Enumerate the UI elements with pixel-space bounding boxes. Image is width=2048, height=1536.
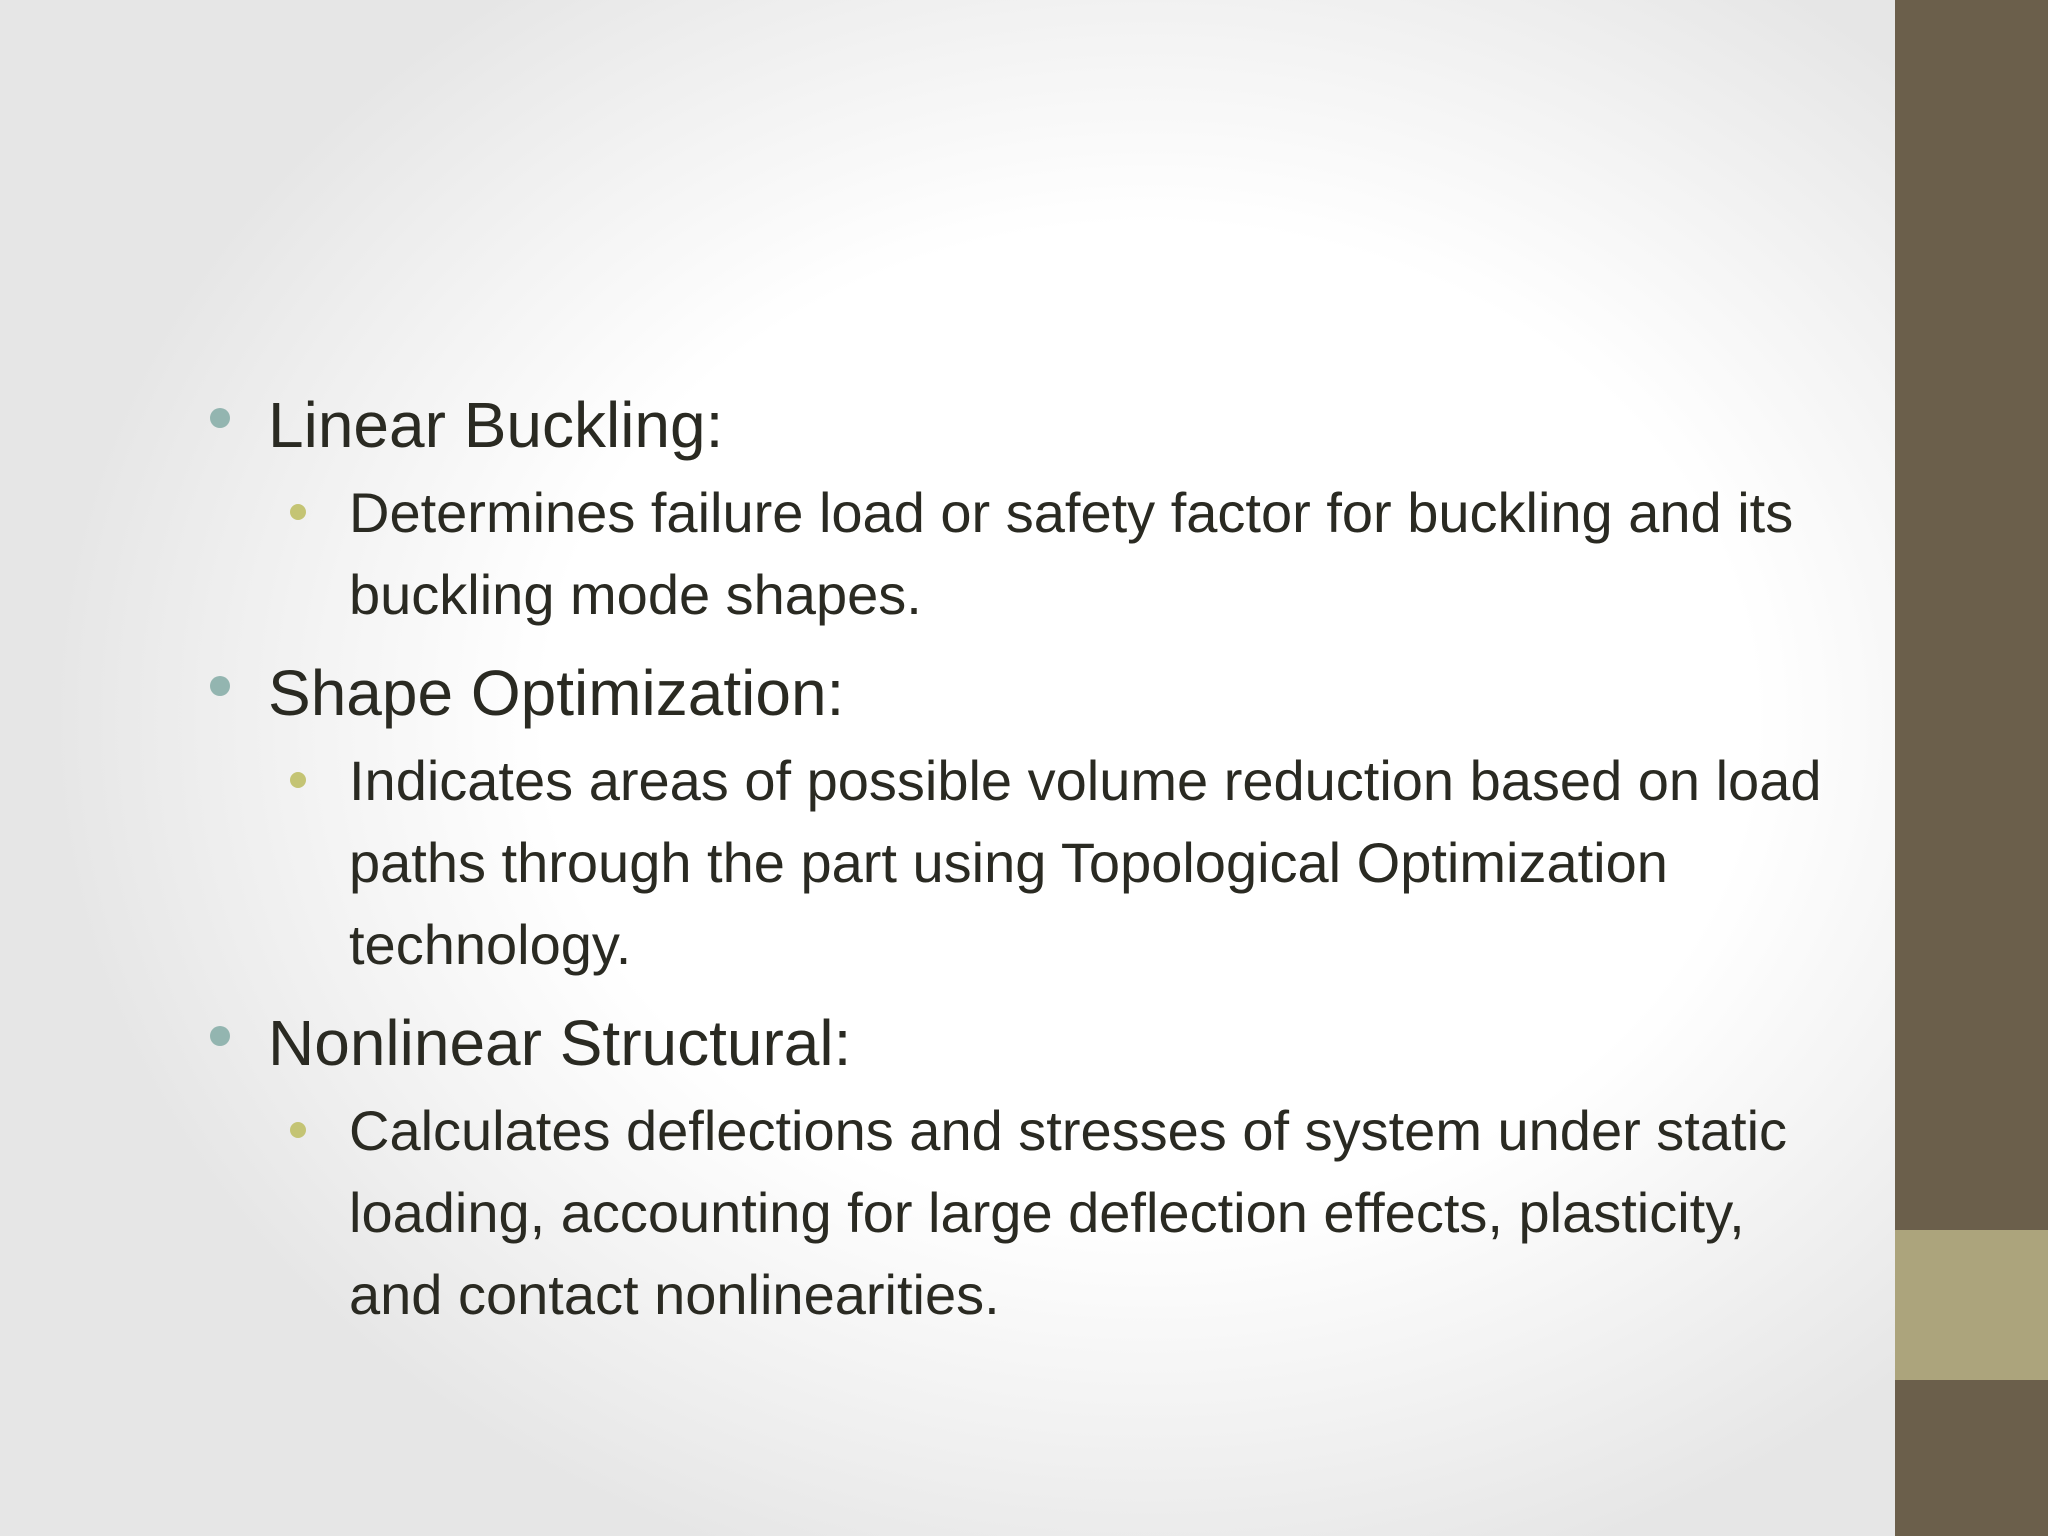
bullet-dot-icon <box>210 676 230 696</box>
heading-text: Linear Buckling: <box>268 389 724 461</box>
sub-bullet-dot-icon <box>290 772 306 788</box>
sub-bullet-dot-icon <box>290 1122 306 1138</box>
bullet-detail-linear-buckling <box>290 472 1850 636</box>
detail-text: Indicates areas of possible volume reduction based on load paths through the part using Topological Optimization technology. <box>349 749 1822 976</box>
bullet-dot-icon <box>210 408 230 428</box>
bullet-heading-shape-optimization <box>210 646 1850 740</box>
bullet-dot-icon <box>210 1026 230 1046</box>
bullet-heading-linear-buckling <box>210 378 1850 472</box>
bullet-detail-nonlinear-structural <box>290 1090 1850 1336</box>
bullet-detail-shape-optimization <box>290 740 1850 986</box>
bullet-heading-nonlinear-structural <box>210 996 1850 1090</box>
heading-text: Nonlinear Structural: <box>268 1007 852 1079</box>
detail-text: Calculates deflections and stresses of system under static loading, accounting for large deflection effects, plasticity, and contact nonlinearities. <box>349 1099 1788 1326</box>
detail-text: Determines failure load or safety factor for buckling and its buckling mode shapes. <box>349 481 1794 626</box>
bullet-list <box>210 370 1850 1346</box>
sub-bullet-dot-icon <box>290 504 306 520</box>
side-decor-accent <box>1895 1230 2048 1380</box>
heading-text: Shape Optimization: <box>268 657 845 729</box>
